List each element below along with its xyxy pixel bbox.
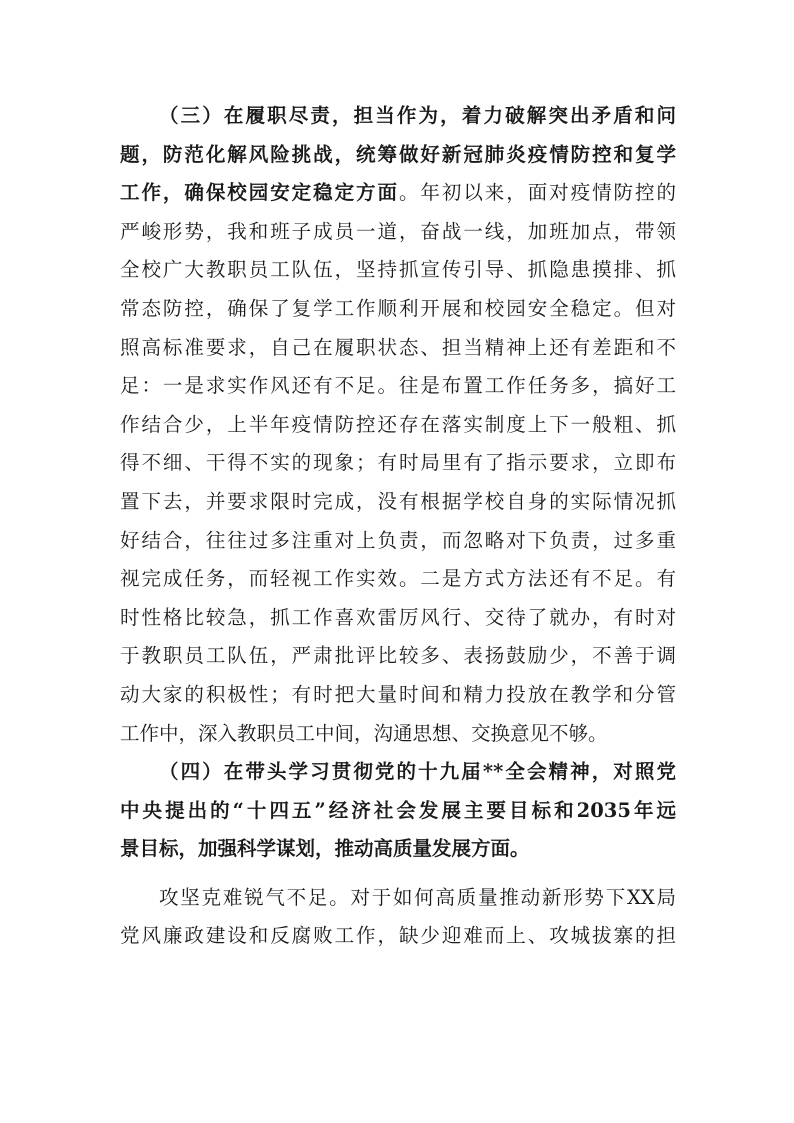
heading-line: 景目标，加强科学谋划，推动高质量发展方面。 <box>120 837 530 861</box>
bold-text: 题，防范化解风险挑战，统筹做好新冠肺炎疫情防控和复学 <box>120 142 676 166</box>
bold-text: 工作，确保校园安定稳定方面 <box>120 181 399 205</box>
body-text: 动大家的积极性；有时把大量时间和精力投放在教学和分管 <box>120 682 676 706</box>
paragraph-line <box>120 97 676 136</box>
body-text: 视完成任务，而轻视工作实效。二是方式方法还有不足。有 <box>120 567 676 591</box>
paragraph-line <box>120 213 676 252</box>
paragraph-line: 党风廉政建设和反腐败工作，缺少迎难而上、攻城拔寨的担 <box>120 924 676 948</box>
paragraph-line <box>120 599 676 638</box>
paragraph-line <box>120 715 676 754</box>
paragraph-line <box>120 483 676 522</box>
paragraph-gap <box>120 869 676 879</box>
paragraph-line <box>120 329 676 368</box>
body-text: 全校广大教职员工队伍，坚持抓宣传引导、抓隐患摸排、抓 <box>120 258 676 282</box>
paragraph-line <box>120 637 676 676</box>
heading-line: （四）在带头学习贯彻党的十九届**全会精神，对照党 <box>159 760 676 784</box>
body-paragraph <box>120 879 676 956</box>
body-text: 置下去，并要求限时完成，没有根据学校自身的实际情况抓 <box>120 489 676 513</box>
paragraph-line <box>120 290 676 329</box>
paragraph-line <box>120 676 676 715</box>
body-text: 常态防控，确保了复学工作顺利开展和校园安全稳定。但对 <box>120 296 676 320</box>
paragraph-line <box>120 251 676 290</box>
body-text: 照高标准要求，自己在履职状态、担当精神上还有差距和不 <box>120 335 676 359</box>
body-text: 时性格比较急，抓工作喜欢雷厉风行、交待了就办，有时对 <box>120 605 676 629</box>
paragraph-line <box>120 174 676 213</box>
document-body <box>120 97 676 956</box>
paragraph-line <box>120 406 676 445</box>
paragraph-line <box>120 367 676 406</box>
body-text: 得不细、干得不实的现象；有时局里有了指示要求，立即布 <box>120 451 676 475</box>
body-text: 工作中，深入教职员工中间，沟通思想、交换意见不够。 <box>120 721 608 745</box>
bold-text: （三）在履职尽责，担当作为，着力破解突出矛盾和问 <box>159 104 676 127</box>
paragraph-line: 攻坚克难锐气不足。对于如何高质量推动新形势下XX局 <box>159 885 676 909</box>
body-text: 作结合少，上半年疫情防控还存在落实制度上下一般粗、抓 <box>120 412 676 436</box>
body-text: 严峻形势，我和班子成员一道，奋战一线，加班加点，带领 <box>120 219 676 243</box>
body-text: 于教职员工队伍，严肃批评比较多、表扬鼓励少，不善于调 <box>120 644 676 668</box>
paragraph-line <box>120 522 676 561</box>
body-text: 足：一是求实作风还有不足。往是布置工作任务多，搞好工 <box>120 374 676 398</box>
paragraph-line <box>120 560 676 599</box>
section-3-paragraph <box>120 97 676 753</box>
section-4-heading <box>120 753 676 869</box>
paragraph-line <box>120 136 676 175</box>
body-text: 。年初以来，面对疫情防控的 <box>398 181 676 205</box>
body-text: 好结合，往往过多注重对上负责，而忽略对下负责，过多重 <box>120 528 676 552</box>
heading-line: 中央提出的“十四五”经济社会发展主要目标和2035年远 <box>120 798 676 822</box>
paragraph-line <box>120 444 676 483</box>
